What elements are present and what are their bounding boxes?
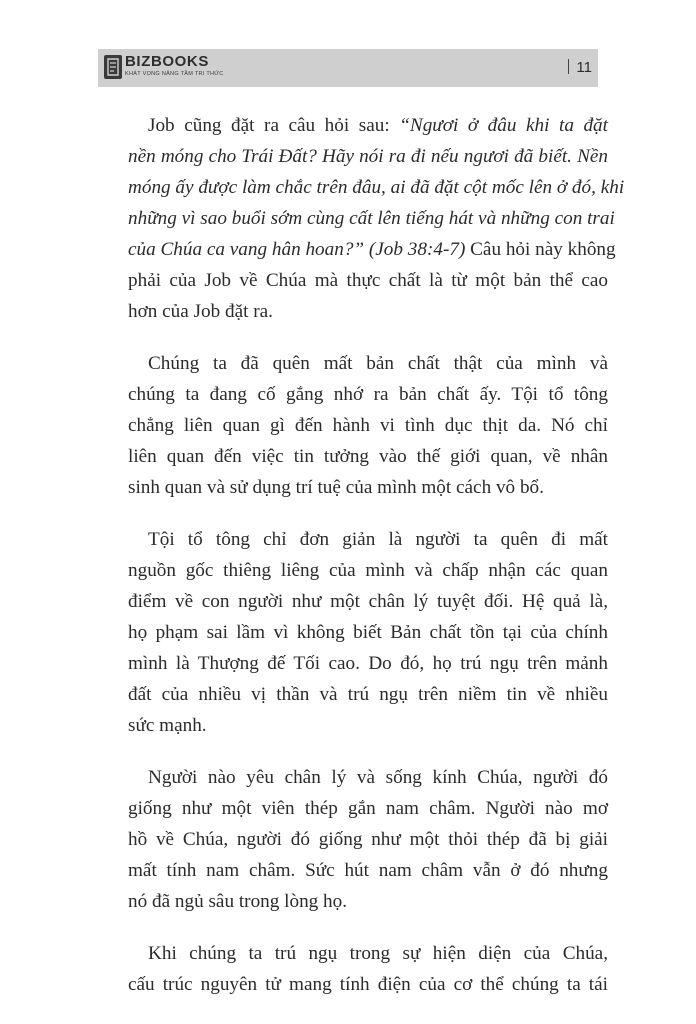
paragraph xyxy=(128,938,608,1000)
text-segment: sinh quan và sử dụng trí tuệ của mình một cách vô bổ. xyxy=(128,477,544,498)
text-line xyxy=(128,141,608,172)
header-divider xyxy=(568,59,569,74)
italic-segment: của Chúa ca vang hân hoan?” (Job 38:4-7) xyxy=(128,239,466,260)
paragraph xyxy=(128,524,608,741)
text-line xyxy=(128,969,608,1000)
text-line xyxy=(128,793,608,824)
text-segment: hồ về Chúa, người đó giống như một thỏi thép đã bị giải xyxy=(128,829,608,850)
text-segment: Job cũng đặt ra câu hỏi sau: xyxy=(148,115,400,136)
bizbooks-logo-icon xyxy=(104,55,122,79)
text-line xyxy=(128,234,616,265)
text-line xyxy=(128,938,608,969)
text-segment: phải của Job về Chúa mà thực chất là từ một bản thể cao xyxy=(128,270,608,291)
italic-segment: “Ngươi ở đâu khi ta đặt xyxy=(399,115,608,136)
brand-name: BIZBOOKS xyxy=(125,53,209,70)
text-segment: mình là Thượng đế Tối cao. Do đó, họ trú ngụ trên mảnh xyxy=(128,653,608,674)
text-segment: Người nào yêu chân lý và sống kính Chúa, người đó xyxy=(148,767,608,788)
text-segment: nó đã ngủ sâu trong lòng họ. xyxy=(128,891,348,912)
text-line xyxy=(128,762,608,793)
paragraph xyxy=(128,348,608,503)
text-line xyxy=(128,886,608,917)
text-line xyxy=(128,296,608,327)
text-segment: sức mạnh. xyxy=(128,715,207,736)
italic-segment: móng ấy được làm chắc trên đâu, ai đã đặt cột mốc lên ở đó, khi xyxy=(128,177,625,198)
text-segment: mất tính nam châm. Sức hút nam châm vẫn ở đó nhưng xyxy=(128,860,608,881)
brand-tagline: KHÁT VỌNG NÂNG TẦM TRI THỨC xyxy=(125,71,224,77)
text-line xyxy=(128,348,608,379)
text-line xyxy=(128,855,608,886)
text-segment: đất của nhiều vị thần và trú ngụ trên niềm tin về nhiều xyxy=(128,684,608,705)
text-line xyxy=(128,555,608,586)
text-line xyxy=(128,524,608,555)
text-line xyxy=(128,648,608,679)
page-number-block xyxy=(568,58,592,78)
text-segment: họ phạm sai lầm vì không biết Bản chất tồn tại của chính xyxy=(128,622,608,643)
text-segment: Tội tổ tông chỉ đơn giản là người ta quên đi mất xyxy=(148,529,608,550)
text-line xyxy=(128,110,608,141)
body-text xyxy=(128,110,625,1021)
text-segment: Khi chúng ta trú ngụ trong sự hiện diện của Chúa, xyxy=(148,943,608,964)
text-segment: nguồn gốc thiêng liêng của mình và chấp nhận các quan xyxy=(128,560,608,581)
text-segment: điểm về con người như một chân lý tuyệt đối. Hệ quả là, xyxy=(128,591,608,612)
running-header xyxy=(98,49,598,87)
text-segment: cấu trúc nguyên tử mang tính điện của cơ thể chúng ta tái xyxy=(128,974,608,995)
text-line xyxy=(128,710,608,741)
text-segment: giống như một viên thép gắn nam châm. Người nào mơ xyxy=(128,798,608,819)
text-line xyxy=(128,441,608,472)
text-line xyxy=(128,172,625,203)
text-line xyxy=(128,824,608,855)
text-segment: Chúng ta đã quên mất bản chất thật của mình và xyxy=(148,353,608,374)
text-line xyxy=(128,203,615,234)
text-segment: chúng ta đang cố gắng nhớ ra bản chất ấy. Tội tổ tông xyxy=(128,384,608,405)
text-line xyxy=(128,410,608,441)
text-segment: Câu hỏi này không xyxy=(465,239,616,260)
paragraph xyxy=(128,110,625,327)
text-line xyxy=(128,379,608,410)
text-segment: chẳng liên quan gì đến hành vi tình dục thịt da. Nó chỉ xyxy=(128,415,608,436)
text-segment: hơn của Job đặt ra. xyxy=(128,301,273,322)
paragraph xyxy=(128,762,608,917)
text-segment: liên quan đến việc tin tưởng vào thế giới quan, về nhân xyxy=(128,446,608,467)
italic-segment: nền móng cho Trái Đất? Hãy nói ra đi nếu ngươi đã biết. Nền xyxy=(128,146,608,167)
text-line xyxy=(128,617,608,648)
text-line xyxy=(128,586,608,617)
text-line xyxy=(128,472,608,503)
italic-segment: những vì sao buổi sớm cùng cất lên tiếng hát và những con trai xyxy=(128,208,615,229)
text-line xyxy=(128,679,608,710)
page-number: 11 xyxy=(576,59,592,76)
text-line xyxy=(128,265,608,296)
